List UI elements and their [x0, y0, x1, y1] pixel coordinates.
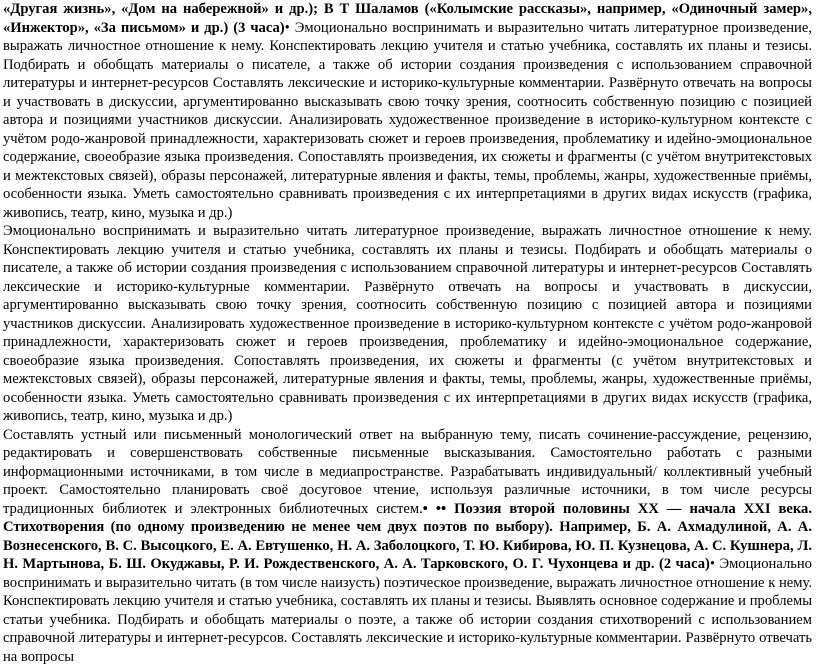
bullet-marker: • ••	[423, 501, 446, 517]
topic-heading-shalamov: «Другая жизнь», «Дом на набережной» и др.); В Т Шаламов («Колымские рассказы», например, «Одиночный замер», «Инжектор», «За письмом» и др.) (3 часа)	[3, 1, 812, 36]
paragraph-text: Эмоционально воспринимать и выразительно читать (в том числе наизусть) поэтическое произведение, выражать личностное отношение к нему. Конспектировать лекцию учителя и статью учебника, составлять их планы и тезисы. Выявлять основное содержание и проблемы статьи учебника. Подбирать и обобщать материалы о поэте, а также об истории создания стихотворений с использованием справочной литературы и интернет-ресурсов. Составлять лексические и историко-культурные комментарии. Развёрнуто отвечать на вопросы	[3, 556, 812, 665]
paragraph-activities	[3, 222, 812, 426]
bullet-marker: •	[710, 556, 715, 572]
paragraph-poetry	[3, 426, 812, 666]
paragraph-text: Эмоционально воспринимать и выразительно читать литературное произведение, выражать личностное отношение к нему. Конспектировать лекцию учителя и статью учебника, составлять их планы и тезисы. Подбирать и обобщать материалы о писателе, а также об истории создания произведения с использованием справочной литературы и интернет-ресурсов Составлять лексические и историко-культурные комментарии. Развёрнуто отвечать на вопросы и участвовать в дискуссии, аргументированно высказывать свою точку зрения, соотносить собственную позицию с позицией автора и позициями участников дискуссии. Анализировать художественное произведение в историко-культурном контексте с учётом родо-жанровой принадлежности, характеризовать сюжет и героев произведения, проблематику и идейно-эмоциональное содержание, своеобразие языка произведения. Сопоставлять произведения, их сюжеты и фрагменты (с учётом внутритекстовых и межтекстовых связей), образы персонажей, литературные явления и факты, темы, проблемы, жанры, художественные приёмы, особенности языка. Уметь самостоятельно сравнивать произведения с их интерпретациями в других видах искусств (графика, живопись, театр, кино, музыка и др.)	[3, 223, 812, 424]
topic-heading-poetry: Поэзия второй половины XX — начала XXI века. Стихотворения (по одному произведению не менее чем двух поэтов по выбору). Например, Б. А. Ахмадулиной, А. А. Вознесенского, В. С. Высоцкого, Е. А. Евтушенко, Н. А. Заболоцкого, Т. Ю. Кибирова, Ю. П. Кузнецова, А. С. Кушнера, Л. Н. Мартынова, Б. Ш. Окуджавы, Р. И. Рождественского, А. А. Тарковского, О. Г. Чухонцева и др. (2 часа)	[3, 501, 812, 573]
paragraph-shalamov	[3, 0, 812, 222]
paragraph-text: Составлять устный или письменный монологический ответ на выбранную тему, писать сочинение-рассуждение, рецензию, редактировать и совершенствовать собственные письменные высказывания. Самостоятельно работать с разными информационными источниками, в том числе в медиапространстве. Разрабатывать индивидуальный/ коллективный учебный проект. Самостоятельно планировать своё досуговое чтение, используя различные источники, в том числе ресурсы традиционных библиотек и электронных библиотечных систем.	[3, 427, 812, 517]
bullet-marker: •	[285, 20, 290, 36]
paragraph-text: Эмоционально воспринимать и выразительно читать литературное произведение, выражать личностное отношение к нему. Конспектировать лекцию учителя и статью учебника, составлять их планы и тезисы. Подбирать и обобщать материалы о писателе, а также об истории создания произведения с использованием справочной литературы и интернет-ресурсов Составлять лексические и историко-культурные комментарии. Развёрнуто отвечать на вопросы и участвовать в дискуссии, аргументированно высказывать свою точку зрения, соотносить собственную позицию с позицией автора и позициями участников дискуссии. Анализировать художественное произведение в историко-культурном контексте с учётом родо-жанровой принадлежности, характеризовать сюжет и героев произведения, проблематику и идейно-эмоциональное содержание, своеобразие языка произведения. Сопоставлять произведения, их сюжеты и фрагменты (с учётом внутритекстовых и межтекстовых связей), образы персонажей, литературные явления и факты, темы, проблемы, жанры, художественные приёмы, особенности языка. Уметь самостоятельно сравнивать произведения с их интерпретациями в других видах искусств (графика, живопись, театр, кино, музыка и др.)	[3, 20, 812, 221]
